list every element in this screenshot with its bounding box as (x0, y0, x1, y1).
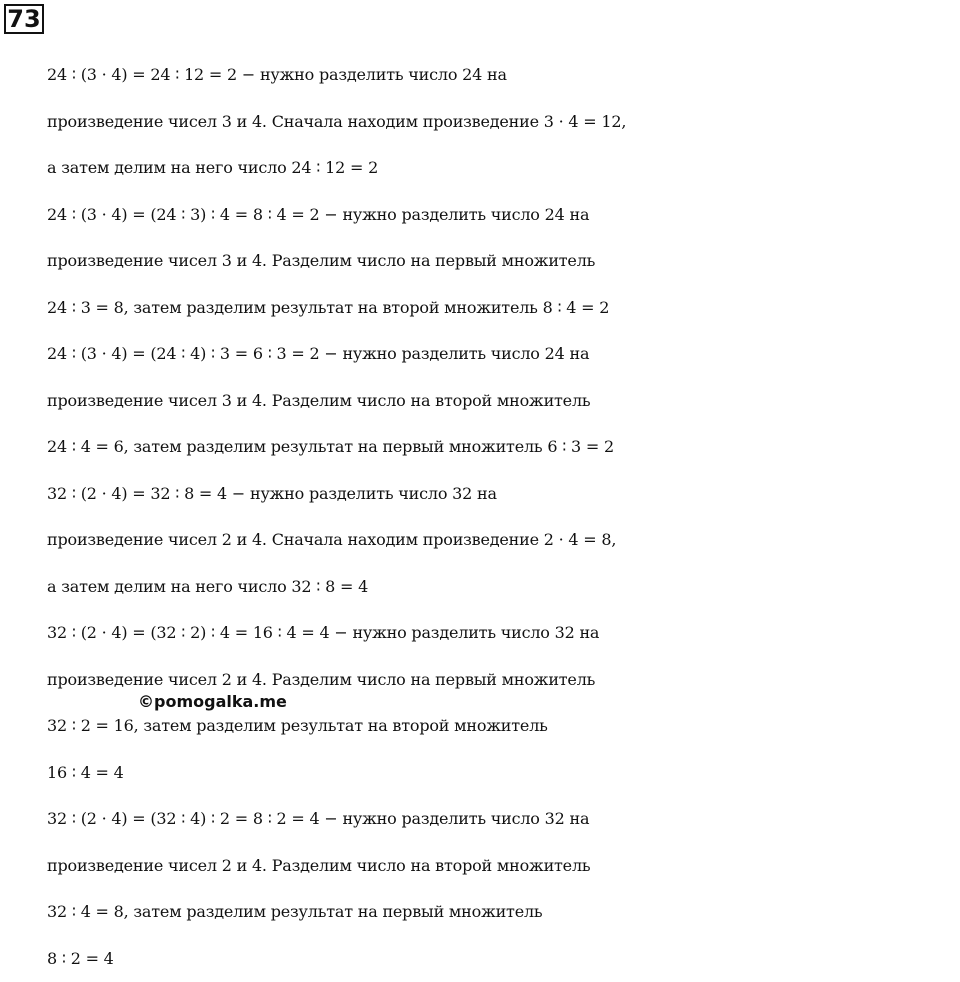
text-line: 24 ∶ (3 · 4) = (24 ∶ 3) ∶ 4 = 8 ∶ 4 = 2 − нужно разделить число 24 на (47, 192, 960, 239)
text-line: произведение чисел 2 и 4. Разделим число на второй множитель (47, 843, 960, 890)
text-line: произведение чисел 3 и 4. Сначала находим произведение 3 · 4 = 12, (47, 99, 960, 146)
text-line: 32 ∶ (2 · 4) = 32 ∶ 8 = 4 − нужно разделить число 32 на (47, 471, 960, 518)
text-line: 32 ∶ (2 · 4) = (32 ∶ 4) ∶ 2 = 8 ∶ 2 = 4 − нужно разделить число 32 на (47, 796, 960, 843)
text-line: 24 ∶ 4 = 6, затем разделим результат на первый множитель 6 ∶ 3 = 2 (47, 424, 960, 471)
text-line: а затем делим на него число 32 ∶ 8 = 4 (47, 564, 960, 611)
text-line: произведение чисел 2 и 4. Сначала находим произведение 2 · 4 = 8, (47, 517, 960, 564)
text-line: а затем делим на него число 24 ∶ 12 = 2 (47, 145, 960, 192)
text-line: 32 ∶ 4 = 8, затем разделим результат на первый множитель (47, 889, 960, 936)
text-line: произведение чисел 2 и 4. Разделим число на первый множитель (47, 657, 960, 704)
task-number-badge: 73 (4, 4, 44, 34)
text-line: 32 ∶ (2 · 4) = (32 ∶ 2) ∶ 4 = 16 ∶ 4 = 4 − нужно разделить число 32 на (47, 610, 960, 657)
text-line: 24 ∶ (3 · 4) = (24 ∶ 4) ∶ 3 = 6 ∶ 3 = 2 − нужно разделить число 24 на (47, 331, 960, 378)
text-line: произведение чисел 3 и 4. Разделим число на первый множитель (47, 238, 960, 285)
watermark: ©pomogalka.me (138, 692, 287, 711)
text-line: 16 ∶ 4 = 4 (47, 750, 960, 797)
text-line: 24 ∶ 3 = 8, затем разделим результат на второй множитель 8 ∶ 4 = 2 (47, 285, 960, 332)
text-line: 8 ∶ 2 = 4 (47, 936, 960, 982)
text-line: произведение чисел 3 и 4. Разделим число на второй множитель (47, 378, 960, 425)
solution-text (47, 52, 960, 982)
text-line: 32 ∶ 2 = 16, затем разделим результат на второй множитель (47, 703, 960, 750)
text-line: 24 ∶ (3 · 4) = 24 ∶ 12 = 2 − нужно разделить число 24 на (47, 52, 960, 99)
